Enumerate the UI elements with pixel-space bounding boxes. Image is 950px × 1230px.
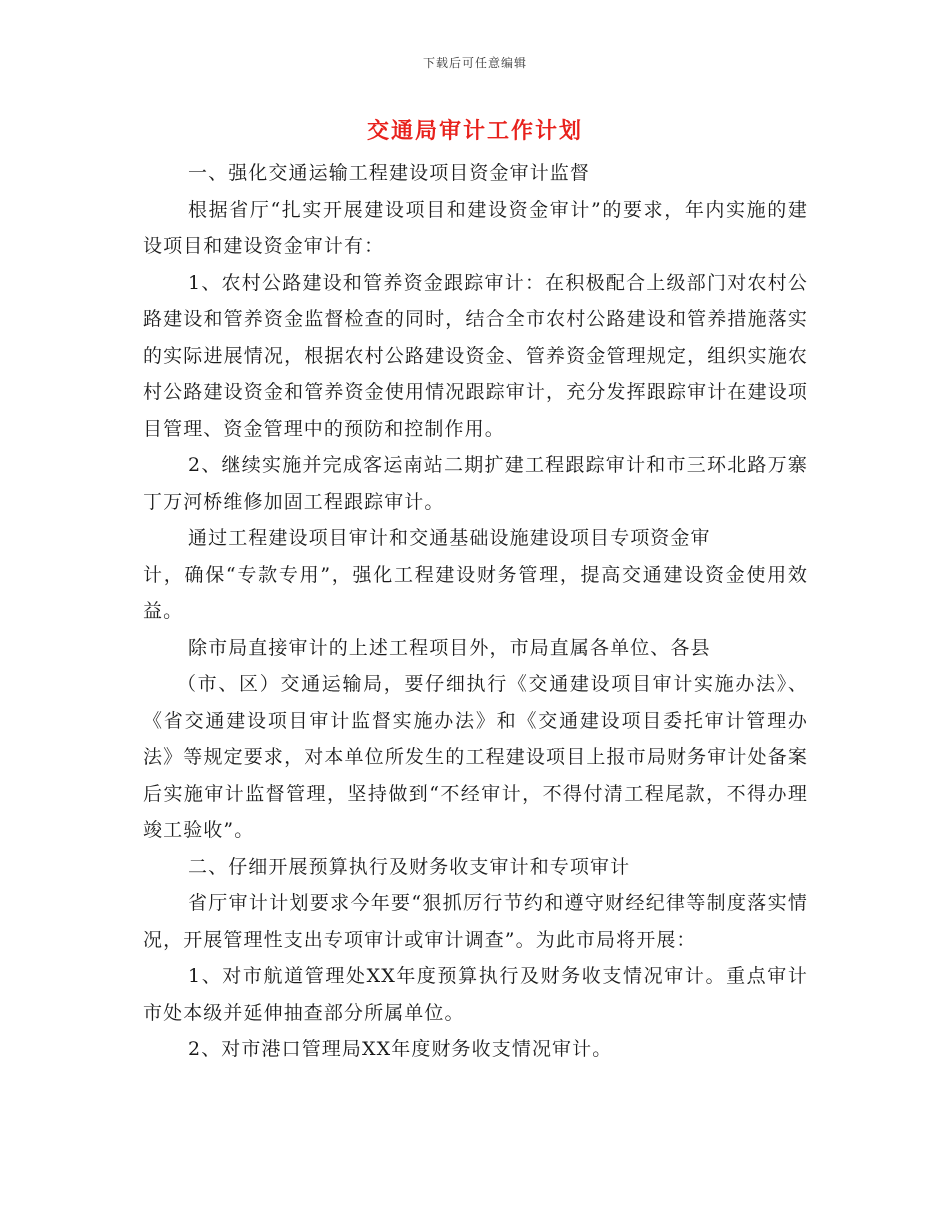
document-body bbox=[143, 155, 808, 1068]
paragraph: 通过工程建设项目审计和交通基础设施建设项目专项资金审 bbox=[188, 527, 711, 549]
paragraph: 计，确保“专款专用”，强化工程建设财务管理，提高交通建设资金使用效益。 bbox=[143, 563, 808, 622]
section-heading-2: 二、仔细开展预算执行及财务收支审计和专项审计 bbox=[188, 855, 631, 878]
paragraph: 1、对市航道管理处XX年度预算执行及财务收支情况审计。重点审计市处本级并延伸抽查部分所属单位。 bbox=[143, 965, 808, 1024]
paragraph: 省厅审计计划要求今年要“狠抓厉行节约和遵守财经纪律等制度落实情况，开展管理性支出专项审计或审计调查”。为此市局将开展： bbox=[143, 892, 808, 951]
paragraph: 1、农村公路建设和管养资金跟踪审计：在积极配合上级部门对农村公路建设和管养资金监督检查的同时，结合全市农村公路建设和管养措施落实的实际进展情况，根据农村公路建设资金、管养资金管理规定，组织实施农村公路建设资金和管养资金使用情况跟踪审计，充分发挥跟踪审计在建设项目管理、资金管理中的预防和控制作用。 bbox=[143, 271, 808, 440]
header-note: 下载后可任意编辑 bbox=[422, 56, 527, 70]
paragraph: （市、区）交通运输局，要仔细执行《交通建设项目审计实施办法》、《省交通建设项目审计监督实施办法》和《交通建设项目委托审计管理办法》等规定要求，对本单位所发生的工程建设项目上报市局财务审计处备案后实施审计监督管理，坚持做到“不经审计，不得付清工程尾款，不得办理竣工验收”。 bbox=[143, 673, 808, 841]
document-title: 交通局审计工作计划 bbox=[366, 119, 583, 144]
section-heading-1: 一、强化交通运输工程建设项目资金审计监督 bbox=[188, 162, 591, 184]
paragraph: 2、继续实施并完成客运南站二期扩建工程跟踪审计和市三环北路万寨丁万河桥维修加固工程跟踪审计。 bbox=[143, 454, 808, 513]
paragraph: 除市局直接审计的上述工程项目外，市局直属各单位、各县 bbox=[188, 636, 711, 659]
paragraph: 根据省厅“扎实开展建设项目和建设资金审计”的要求，年内实施的建设项目和建设资金审计有： bbox=[143, 198, 808, 257]
paragraph: 2、对市港口管理局XX年度财务收支情况审计。 bbox=[188, 1038, 613, 1060]
